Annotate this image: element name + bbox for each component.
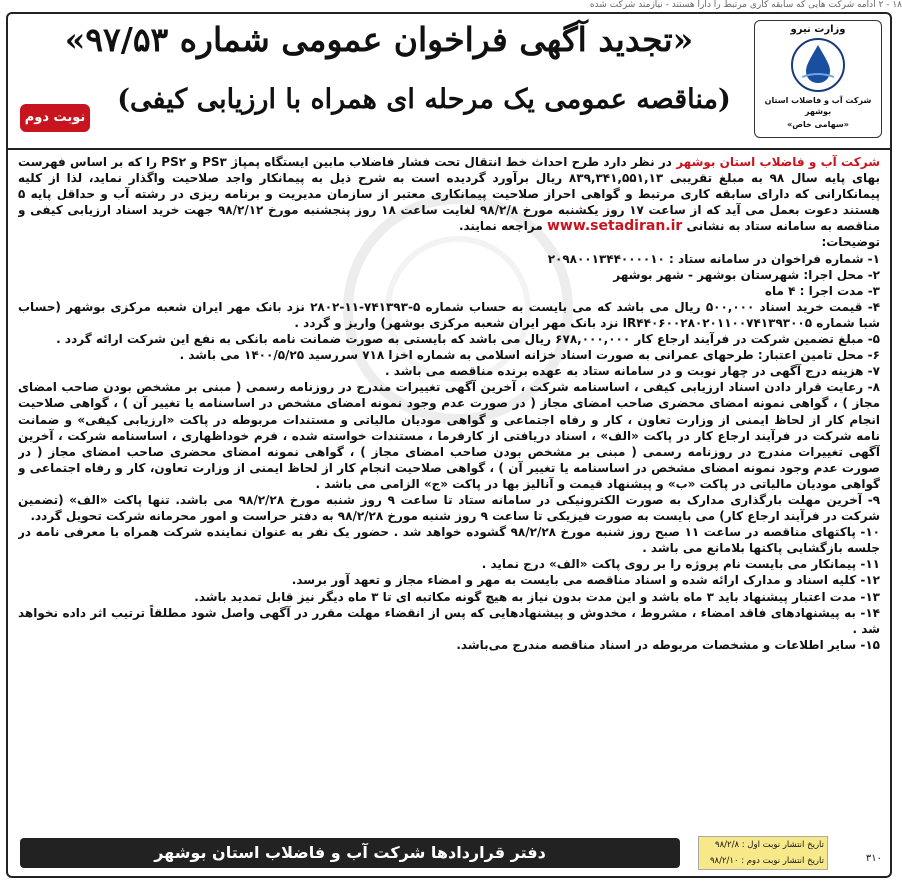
- list-item: ۱۰- پاکتهای مناقصه در ساعت ۱۱ صبح روز شنبه مورخ ۹۸/۲/۲۸ گشوده خواهد شد . حضور یک نفر به عنوان نماینده شرکت همراه با معرفی نامه در جلسه بازگشایی پاکتها بلامانع می باشد .: [18, 525, 880, 556]
- ad-frame: [6, 12, 892, 878]
- list-item: ۷- هزینه درج آگهی در چهار نوبت و در سامانه ستاد به عهده برنده مناقصه می باشد .: [385, 364, 880, 379]
- date-first: تاریخ انتشار نوبت اول : ۹۸/۲/۸: [715, 840, 824, 850]
- header: [8, 14, 890, 144]
- intro-paragraph: شرکت آب و فاضلاب استان بوشهر در نظر دارد طرح احداث خط انتقال تحت فشار فاضلاب مابین ایستگاه پمپاژ PS۳ و PS۲ را که بر اساس فهرست بهای پایه سال ۹۸ به مبلغ تقریبی ۸۳۹,۳۴۱,۵۵۱,۱۳ ریال برآورد گردیده است به شرح ذیل به پیمانکار واجد صلاحیت واگذار نماید، لذا از کلیه پیمانکارانی که دارای سابقه کاری مرتبط و گواهی احراز صلاحیت پیمانکاری معتبر از سازمان مدیریت و برنامه ریزی در رشته آب و حداقل پایه ۵ هستند دعوت بعمل می آید که از ساعت ۱۷ روز یکشنبه مورخ ۹۸/۲/۸ لغایت ساعت ۱۸ روز پنجشنبه مورخ ۹۸/۲/۱۲ جهت خرید اسناد ارزیابی کیفی و مناقصه به سامانه ستاد به نشانی www.setadiran.ir مراجعه نمایند.: [18, 155, 880, 235]
- date-second: تاریخ انتشار نوبت دوم : ۹۸/۲/۱۰: [709, 856, 824, 866]
- ad-body: [18, 154, 880, 844]
- list-item: ۸- رعایت قرار دادن اسناد ارزیابی کیفی ، اساسنامه شرکت ، آخرین آگهی تغییرات مندرج در روزنامه رسمی ( مبنی بر مشخص بودن صاحب امضای مجاز ) ، گواهی نمونه امضای محضری صاحب امضای مجاز ( در صورت عدم وجود نمونه امضای مشخص در اساسنامه یا تغییر آن ) ، گواهی صلاحیت انجام کار از لحاظ ایمنی از وزارت تعاون ، کار و رفاه اجتماعی و گواهی مودیان مالیاتی و مستندات مربوطه در پاکت «ارزیابی کیفی» و ضمانت نامه شرکت در فرآیند ارجاع کار در پاکت «الف» ، اسناد دریافتی از کارفرما ، مستندات خواسته شده ، فرم خوداظهاری ، اساسنامه شرکت ، آخرین آگهی تغییرات مندرج در روزنامه رسمی ( مبنی بر مشخص بودن صاحب امضای مجاز ) ، گواهی نمونه امضای محضری صاحب امضای مجاز ( در صورت عدم وجود نمونه امضای مشخص در اساسنامه یا تغییر آن ) ، گواهی صلاحیت انجام کار از لحاظ ایمنی از وزارت تعاون، کار و رفاه اجتماعی و گواهی مودیان مالیاتی در پاکت «ب» و پیشنهاد قیمت و آنالیز بها در پاکت «ج» الزامی می باشد .: [18, 380, 880, 491]
- list-item: ۵- مبلغ تضمین شرکت در فرآیند ارجاع کار ۶۷۸,۰۰۰,۰۰۰ ریال می باشد که بایستی به صورت ضمانت نامه بانکی به نفع این شرکت ارائه گردد .: [56, 332, 880, 347]
- ad-subtitle: (مناقصه عمومی یک مرحله ای همراه با ارزیابی کیفی): [117, 84, 731, 115]
- list-item: ۱- شماره فراخوان در سامانه ستاد : ۲۰۹۸۰۰۱۳۴۴۰۰۰۰۱۰: [547, 251, 880, 266]
- page-number: ۳۱۰: [865, 853, 882, 864]
- company-type: «سهامی خاص»: [787, 120, 849, 129]
- list-item: ۱۴- به پیشنهادهای فاقد امضاء ، مشروط ، مخدوش و پیشنهادهایی که پس از انقضاء مهلت مقرر در آگهی واصل شود مطلقاً ترتیب اثر داده نخواهد شد .: [18, 605, 880, 636]
- company-logo: [754, 20, 882, 138]
- list-item: ۴- قیمت خرید اسناد ۵۰۰,۰۰۰ ریال می باشد که می بایست به حساب شماره ۵-۷۴۱۳۹۳-۱۱-۲۸۰۲ نزد بانک مهر ایران شعبه مرکزی بوشهر (حساب شبا شماره IR۴۴۰۶۰۰۲۸۰۲۰۱۱۰۰۷۴۱۳۹۳۰۰۵ نزد بانک مهر ایران شعبه مرکزی بوشهر) واریز و گردد .: [18, 299, 880, 330]
- ministry-name: وزارت نیرو: [790, 24, 846, 35]
- list-item: ۶- محل تامین اعتبار: طرحهای عمرانی به صورت اسناد خزانه اسلامی به شماره اخزا ۷۱۸ سررسید ۱۴۰۰/۵/۲۵ می باشد .: [179, 348, 880, 363]
- company-name: شرکت آب و فاضلاب استان بوشهر: [764, 96, 872, 116]
- list-item: ۱۲- کلیه اسناد و مدارک ارائه شده و اسناد مناقصه می بایست به مهر و امضاء مجاز و تعهد آور برسد.: [291, 573, 880, 588]
- top-strip: ۱۸ - ۲ ادامه شرکت هایی که سابقه کاری مرتبط را دارا هستند - نیازمند شرکت شده: [589, 0, 902, 10]
- list-item: ۱۳- مدت اعتبار پیشنهاد باید ۳ ماه باشد و این مدت بدون نیاز به هیچ گونه مکاتبه ای تا ۳ ماه دیگر نیز قابل تمدید باشد.: [194, 589, 880, 604]
- notes-heading: توضیحات:: [821, 235, 880, 250]
- water-drop-icon: [788, 37, 848, 93]
- contracts-office-bar: دفتر قراردادها شرکت آب و فاضلاب استان بوشهر: [20, 838, 680, 868]
- divider: [8, 148, 890, 150]
- list-item: ۱۵- سایر اطلاعات و مشخصات مربوطه در اسناد مناقصه مندرج می‌باشد.: [456, 637, 880, 652]
- list-item: ۲- محل اجرا: شهرستان بوشهر - شهر بوشهر: [613, 267, 880, 282]
- list-item: ۹- آخرین مهلت بارگذاری مدارک به صورت الکترونیکی در سامانه ستاد تا ساعت ۹ روز شنبه مورخ ۹۸/۲/۲۸ می باشد. تنها پاکت «الف» (تضمین شرکت در فرآیند ارجاع کار) می بایست به صورت فیزیکی تا ساعت ۹ روز شنبه مورخ ۹۸/۲/۲۸ به دفتر حراست و امور محرمانه شرکت تحویل گردد.: [18, 492, 880, 524]
- list-item: ۱۱- پیمانکار می بایست نام پروژه را بر روی پاکت «الف» درج نماید .: [481, 557, 880, 572]
- company-highlight: شرکت آب و فاضلاب استان بوشهر: [676, 155, 880, 169]
- publication-dates: [698, 836, 828, 870]
- website-link[interactable]: www.setadiran.ir: [546, 218, 683, 235]
- round-badge: نوبت دوم: [20, 104, 90, 132]
- list-item: ۳- مدت اجرا : ۴ ماه: [764, 283, 880, 298]
- ad-title: «تجدید آگهی فراخوان عمومی شماره ۹۷/۵۳»: [64, 20, 694, 59]
